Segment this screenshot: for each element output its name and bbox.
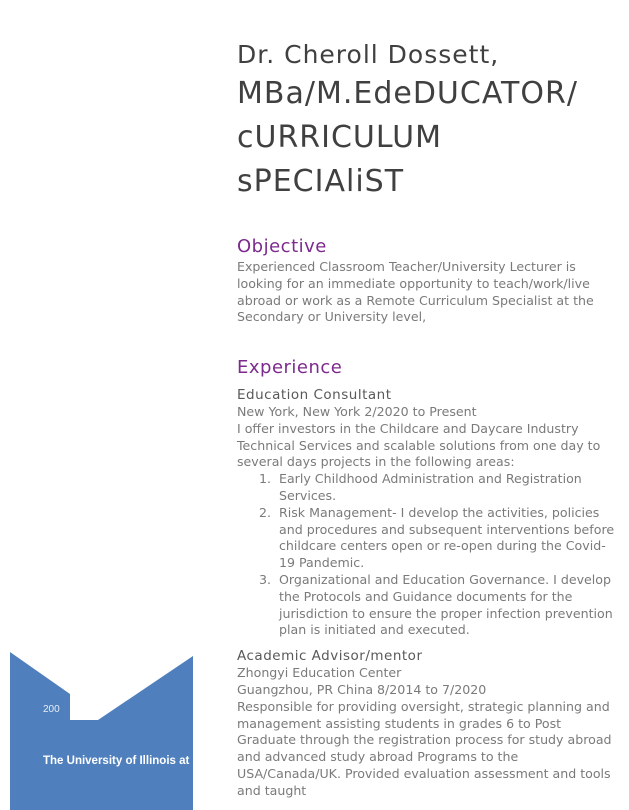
job-entry	[237, 648, 617, 799]
objective-heading: Objective	[237, 236, 327, 257]
sidebar-notch	[10, 652, 193, 722]
experience-section	[237, 357, 617, 800]
sidebar-partial-text: ITY	[171, 654, 186, 664]
name-line-4: sPECIAliST	[237, 164, 405, 199]
job-employer: Zhongyi Education Center	[237, 665, 402, 681]
sidebar-partial-year: 200	[43, 704, 60, 715]
list-item: 1. Early Childhood Administration and Registration Services.	[275, 471, 617, 505]
job-location-dates: Guangzhou, PR China 8/2014 to 7/2020	[237, 681, 487, 697]
job-location-dates: New York, New York 2/2020 to Present	[237, 404, 477, 419]
name-header	[237, 38, 617, 204]
name-line-2: MBa/M.EdeDUCATOR/	[237, 76, 578, 111]
job-entry	[237, 387, 617, 639]
name-line-3: cURRICULUM	[237, 120, 442, 155]
job-description: Responsible for providing oversight, strategic planning and management assisting students in grades 6 to Post Graduate through the registration process for study abroad and advanced study abroad Programs to the USA/Canada/UK. Provided evaluation assessment and tools and taught	[237, 698, 612, 798]
experience-heading: Experience	[237, 357, 343, 378]
list-item: 2. Risk Management- I develop the activities, policies and procedures and subsequent interventions before childcare centers open or re-open during the Covid-19 Pandemic.	[275, 505, 617, 572]
sidebar-school-name: The University of Illinois at Urbana-Champaign	[43, 755, 299, 767]
objective-section	[237, 236, 617, 326]
list-item: 3. Organizational and Education Governance. I develop the Protocols and Guidance documents for the jurisdiction to ensure the proper infection prevention plan is initiated and executed.	[275, 572, 617, 639]
name-line-1: Dr. Cheroll Dossett,	[237, 40, 500, 69]
job-title: Education Consultant	[237, 387, 392, 403]
job-title: Academic Advisor/mentor	[237, 648, 423, 665]
objective-text: Experienced Classroom Teacher/University Lecturer is looking for an immediate opportunity to teach/work/live abroad or work as a Remote Curriculum Specialist at the Secondary or University level,	[237, 259, 594, 325]
job-description: I offer investors in the Childcare and Daycare Industry Technical Services and scalable solutions from one day to several days projects in the following areas:	[237, 420, 601, 470]
job-duties-list	[237, 471, 617, 639]
